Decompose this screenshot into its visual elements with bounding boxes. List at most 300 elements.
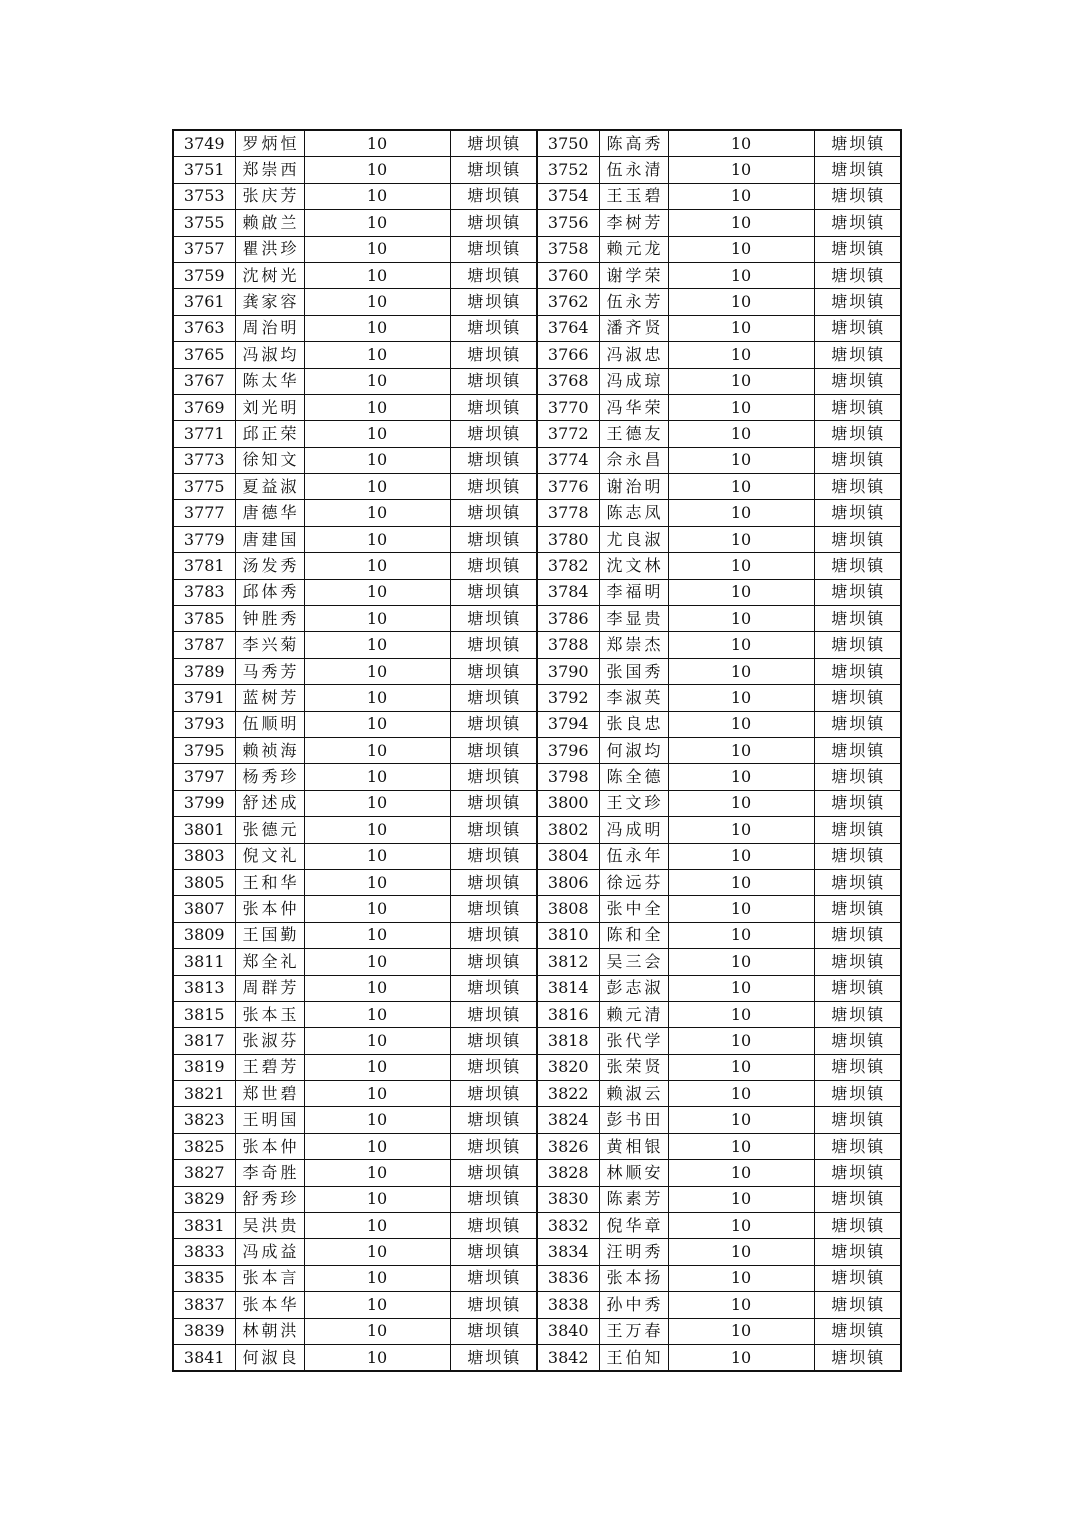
entry-number-cell: 3839 — [173, 1318, 235, 1344]
entry-number-cell: 3811 — [173, 949, 235, 975]
entry-number-cell: 3753 — [173, 183, 235, 209]
town-name-cell: 塘坝镇 — [450, 1213, 537, 1239]
person-name-cell: 王德友 — [599, 421, 668, 447]
roster-table — [172, 129, 902, 1372]
town-name-cell: 塘坝镇 — [814, 342, 901, 368]
amount-cell: 10 — [304, 1160, 450, 1186]
town-name-cell: 塘坝镇 — [814, 183, 901, 209]
entry-number-cell: 3781 — [173, 553, 235, 579]
entry-number-cell: 3783 — [173, 579, 235, 605]
entry-number-cell: 3798 — [537, 764, 599, 790]
amount-cell: 10 — [668, 869, 814, 895]
entry-number-cell: 3805 — [173, 869, 235, 895]
town-name-cell: 塘坝镇 — [450, 130, 537, 157]
amount-cell: 10 — [304, 869, 450, 895]
person-name-cell: 周群芳 — [235, 975, 304, 1001]
town-name-cell: 塘坝镇 — [814, 130, 901, 157]
entry-number-cell: 3780 — [537, 526, 599, 552]
town-name-cell: 塘坝镇 — [450, 1186, 537, 1212]
person-name-cell: 伍永年 — [599, 843, 668, 869]
amount-cell: 10 — [668, 421, 814, 447]
amount-cell: 10 — [304, 262, 450, 288]
table-row — [173, 1081, 901, 1107]
amount-cell: 10 — [304, 790, 450, 816]
person-name-cell: 王玉碧 — [599, 183, 668, 209]
person-name-cell: 尤良淑 — [599, 526, 668, 552]
table-row — [173, 157, 901, 183]
person-name-cell: 郑全礼 — [235, 949, 304, 975]
amount-cell: 10 — [668, 1107, 814, 1133]
person-name-cell: 张庆芳 — [235, 183, 304, 209]
amount-cell: 10 — [668, 685, 814, 711]
amount-cell: 10 — [668, 711, 814, 737]
entry-number-cell: 3809 — [173, 922, 235, 948]
person-name-cell: 舒述成 — [235, 790, 304, 816]
person-name-cell: 张本华 — [235, 1292, 304, 1318]
entry-number-cell: 3756 — [537, 210, 599, 236]
table-row — [173, 711, 901, 737]
entry-number-cell: 3814 — [537, 975, 599, 1001]
person-name-cell: 何淑良 — [235, 1344, 304, 1371]
table-row — [173, 896, 901, 922]
amount-cell: 10 — [668, 394, 814, 420]
town-name-cell: 塘坝镇 — [450, 526, 537, 552]
table-row — [173, 421, 901, 447]
person-name-cell: 吴洪贵 — [235, 1213, 304, 1239]
entry-number-cell: 3777 — [173, 500, 235, 526]
table-row — [173, 183, 901, 209]
person-name-cell: 伍顺明 — [235, 711, 304, 737]
person-name-cell: 王国勤 — [235, 922, 304, 948]
person-name-cell: 张本言 — [235, 1265, 304, 1291]
amount-cell: 10 — [304, 975, 450, 1001]
entry-number-cell: 3758 — [537, 236, 599, 262]
table-row — [173, 447, 901, 473]
amount-cell: 10 — [304, 579, 450, 605]
person-name-cell: 黄相银 — [599, 1133, 668, 1159]
amount-cell: 10 — [304, 1239, 450, 1265]
table-row — [173, 1107, 901, 1133]
entry-number-cell: 3819 — [173, 1054, 235, 1080]
town-name-cell: 塘坝镇 — [450, 1028, 537, 1054]
person-name-cell: 张德元 — [235, 817, 304, 843]
town-name-cell: 塘坝镇 — [450, 553, 537, 579]
town-name-cell: 塘坝镇 — [450, 1001, 537, 1027]
town-name-cell: 塘坝镇 — [814, 500, 901, 526]
person-name-cell: 林顺安 — [599, 1160, 668, 1186]
entry-number-cell: 3763 — [173, 315, 235, 341]
entry-number-cell: 3751 — [173, 157, 235, 183]
entry-number-cell: 3762 — [537, 289, 599, 315]
town-name-cell: 塘坝镇 — [814, 1001, 901, 1027]
table-row — [173, 500, 901, 526]
entry-number-cell: 3837 — [173, 1292, 235, 1318]
amount-cell: 10 — [668, 1054, 814, 1080]
person-name-cell: 邱正荣 — [235, 421, 304, 447]
entry-number-cell: 3807 — [173, 896, 235, 922]
amount-cell: 10 — [304, 658, 450, 684]
town-name-cell: 塘坝镇 — [814, 790, 901, 816]
table-row — [173, 632, 901, 658]
entry-number-cell: 3760 — [537, 262, 599, 288]
town-name-cell: 塘坝镇 — [450, 210, 537, 236]
town-name-cell: 塘坝镇 — [450, 447, 537, 473]
amount-cell: 10 — [304, 737, 450, 763]
person-name-cell: 陈全德 — [599, 764, 668, 790]
entry-number-cell: 3789 — [173, 658, 235, 684]
amount-cell: 10 — [304, 1292, 450, 1318]
table-row — [173, 210, 901, 236]
amount-cell: 10 — [304, 949, 450, 975]
person-name-cell: 唐建国 — [235, 526, 304, 552]
amount-cell: 10 — [668, 1213, 814, 1239]
amount-cell: 10 — [668, 447, 814, 473]
amount-cell: 10 — [668, 1160, 814, 1186]
amount-cell: 10 — [304, 210, 450, 236]
person-name-cell: 李树芳 — [599, 210, 668, 236]
amount-cell: 10 — [304, 1265, 450, 1291]
table-row — [173, 1344, 901, 1371]
amount-cell: 10 — [668, 289, 814, 315]
table-row — [173, 579, 901, 605]
amount-cell: 10 — [668, 210, 814, 236]
town-name-cell: 塘坝镇 — [450, 1160, 537, 1186]
amount-cell: 10 — [668, 1318, 814, 1344]
person-name-cell: 王明国 — [235, 1107, 304, 1133]
entry-number-cell: 3790 — [537, 658, 599, 684]
amount-cell: 10 — [304, 1344, 450, 1371]
town-name-cell: 塘坝镇 — [814, 526, 901, 552]
person-name-cell: 赖淑云 — [599, 1081, 668, 1107]
entry-number-cell: 3800 — [537, 790, 599, 816]
amount-cell: 10 — [668, 130, 814, 157]
entry-number-cell: 3815 — [173, 1001, 235, 1027]
person-name-cell: 夏益淑 — [235, 474, 304, 500]
town-name-cell: 塘坝镇 — [450, 790, 537, 816]
town-name-cell: 塘坝镇 — [814, 289, 901, 315]
entry-number-cell: 3749 — [173, 130, 235, 157]
entry-number-cell: 3793 — [173, 711, 235, 737]
person-name-cell: 冯淑均 — [235, 342, 304, 368]
town-name-cell: 塘坝镇 — [450, 949, 537, 975]
table-row — [173, 1265, 901, 1291]
town-name-cell: 塘坝镇 — [450, 1318, 537, 1344]
entry-number-cell: 3788 — [537, 632, 599, 658]
amount-cell: 10 — [304, 711, 450, 737]
person-name-cell: 张中全 — [599, 896, 668, 922]
amount-cell: 10 — [304, 1054, 450, 1080]
amount-cell: 10 — [304, 1107, 450, 1133]
person-name-cell: 彭书田 — [599, 1107, 668, 1133]
table-row — [173, 737, 901, 763]
entry-number-cell: 3806 — [537, 869, 599, 895]
amount-cell: 10 — [304, 474, 450, 500]
town-name-cell: 塘坝镇 — [450, 236, 537, 262]
amount-cell: 10 — [668, 474, 814, 500]
amount-cell: 10 — [304, 764, 450, 790]
person-name-cell: 杨秀珍 — [235, 764, 304, 790]
town-name-cell: 塘坝镇 — [814, 737, 901, 763]
entry-number-cell: 3769 — [173, 394, 235, 420]
person-name-cell: 孙中秀 — [599, 1292, 668, 1318]
entry-number-cell: 3832 — [537, 1213, 599, 1239]
amount-cell: 10 — [304, 368, 450, 394]
person-name-cell: 谢学荣 — [599, 262, 668, 288]
amount-cell: 10 — [668, 843, 814, 869]
town-name-cell: 塘坝镇 — [450, 1344, 537, 1371]
person-name-cell: 马秀芳 — [235, 658, 304, 684]
person-name-cell: 舒秀珍 — [235, 1186, 304, 1212]
person-name-cell: 陈高秀 — [599, 130, 668, 157]
amount-cell: 10 — [304, 606, 450, 632]
town-name-cell: 塘坝镇 — [814, 1318, 901, 1344]
town-name-cell: 塘坝镇 — [450, 1107, 537, 1133]
entry-number-cell: 3833 — [173, 1239, 235, 1265]
person-name-cell: 倪华章 — [599, 1213, 668, 1239]
amount-cell: 10 — [304, 817, 450, 843]
entry-number-cell: 3810 — [537, 922, 599, 948]
amount-cell: 10 — [668, 606, 814, 632]
town-name-cell: 塘坝镇 — [450, 843, 537, 869]
entry-number-cell: 3787 — [173, 632, 235, 658]
town-name-cell: 塘坝镇 — [450, 685, 537, 711]
entry-number-cell: 3776 — [537, 474, 599, 500]
person-name-cell: 刘光明 — [235, 394, 304, 420]
person-name-cell: 罗炳恒 — [235, 130, 304, 157]
entry-number-cell: 3822 — [537, 1081, 599, 1107]
entry-number-cell: 3770 — [537, 394, 599, 420]
town-name-cell: 塘坝镇 — [814, 975, 901, 1001]
entry-number-cell: 3841 — [173, 1344, 235, 1371]
person-name-cell: 周治明 — [235, 315, 304, 341]
amount-cell: 10 — [304, 183, 450, 209]
entry-number-cell: 3754 — [537, 183, 599, 209]
person-name-cell: 陈素芳 — [599, 1186, 668, 1212]
person-name-cell: 佘永昌 — [599, 447, 668, 473]
town-name-cell: 塘坝镇 — [814, 394, 901, 420]
town-name-cell: 塘坝镇 — [814, 262, 901, 288]
entry-number-cell: 3803 — [173, 843, 235, 869]
town-name-cell: 塘坝镇 — [450, 183, 537, 209]
amount-cell: 10 — [304, 1001, 450, 1027]
table-row — [173, 262, 901, 288]
person-name-cell: 张代学 — [599, 1028, 668, 1054]
entry-number-cell: 3835 — [173, 1265, 235, 1291]
entry-number-cell: 3767 — [173, 368, 235, 394]
entry-number-cell: 3757 — [173, 236, 235, 262]
entry-number-cell: 3765 — [173, 342, 235, 368]
town-name-cell: 塘坝镇 — [450, 817, 537, 843]
table-row — [173, 606, 901, 632]
table-row — [173, 1133, 901, 1159]
town-name-cell: 塘坝镇 — [450, 157, 537, 183]
amount-cell: 10 — [668, 500, 814, 526]
entry-number-cell: 3836 — [537, 1265, 599, 1291]
person-name-cell: 王和华 — [235, 869, 304, 895]
amount-cell: 10 — [304, 157, 450, 183]
entry-number-cell: 3821 — [173, 1081, 235, 1107]
town-name-cell: 塘坝镇 — [814, 157, 901, 183]
entry-number-cell: 3808 — [537, 896, 599, 922]
entry-number-cell: 3799 — [173, 790, 235, 816]
table-row — [173, 394, 901, 420]
town-name-cell: 塘坝镇 — [814, 315, 901, 341]
table-row — [173, 949, 901, 975]
town-name-cell: 塘坝镇 — [814, 1292, 901, 1318]
table-row — [173, 342, 901, 368]
town-name-cell: 塘坝镇 — [814, 1028, 901, 1054]
table-row — [173, 474, 901, 500]
entry-number-cell: 3802 — [537, 817, 599, 843]
entry-number-cell: 3759 — [173, 262, 235, 288]
town-name-cell: 塘坝镇 — [814, 1344, 901, 1371]
table-row — [173, 1239, 901, 1265]
amount-cell: 10 — [668, 817, 814, 843]
amount-cell: 10 — [304, 1081, 450, 1107]
amount-cell: 10 — [304, 130, 450, 157]
table-row — [173, 1001, 901, 1027]
amount-cell: 10 — [668, 790, 814, 816]
table-row — [173, 368, 901, 394]
town-name-cell: 塘坝镇 — [450, 1292, 537, 1318]
entry-number-cell: 3842 — [537, 1344, 599, 1371]
table-row — [173, 1213, 901, 1239]
town-name-cell: 塘坝镇 — [814, 1186, 901, 1212]
amount-cell: 10 — [304, 447, 450, 473]
person-name-cell: 汤发秀 — [235, 553, 304, 579]
amount-cell: 10 — [304, 236, 450, 262]
town-name-cell: 塘坝镇 — [814, 368, 901, 394]
entry-number-cell: 3840 — [537, 1318, 599, 1344]
table-row — [173, 315, 901, 341]
amount-cell: 10 — [668, 183, 814, 209]
person-name-cell: 沈文林 — [599, 553, 668, 579]
table-row — [173, 130, 901, 157]
entry-number-cell: 3752 — [537, 157, 599, 183]
town-name-cell: 塘坝镇 — [450, 737, 537, 763]
entry-number-cell: 3772 — [537, 421, 599, 447]
person-name-cell: 蓝树芳 — [235, 685, 304, 711]
amount-cell: 10 — [668, 553, 814, 579]
table-row — [173, 289, 901, 315]
entry-number-cell: 3817 — [173, 1028, 235, 1054]
table-row — [173, 1028, 901, 1054]
entry-number-cell: 3782 — [537, 553, 599, 579]
roster-table-container — [172, 129, 902, 1372]
entry-number-cell: 3771 — [173, 421, 235, 447]
person-name-cell: 陈太华 — [235, 368, 304, 394]
amount-cell: 10 — [668, 1344, 814, 1371]
person-name-cell: 沈树光 — [235, 262, 304, 288]
entry-number-cell: 3801 — [173, 817, 235, 843]
entry-number-cell: 3791 — [173, 685, 235, 711]
person-name-cell: 张淑芬 — [235, 1028, 304, 1054]
entry-number-cell: 3774 — [537, 447, 599, 473]
town-name-cell: 塘坝镇 — [814, 1054, 901, 1080]
amount-cell: 10 — [668, 236, 814, 262]
person-name-cell: 王碧芳 — [235, 1054, 304, 1080]
person-name-cell: 冯成琼 — [599, 368, 668, 394]
entry-number-cell: 3797 — [173, 764, 235, 790]
town-name-cell: 塘坝镇 — [450, 315, 537, 341]
town-name-cell: 塘坝镇 — [450, 1265, 537, 1291]
entry-number-cell: 3792 — [537, 685, 599, 711]
town-name-cell: 塘坝镇 — [450, 922, 537, 948]
amount-cell: 10 — [668, 579, 814, 605]
person-name-cell: 张荣贤 — [599, 1054, 668, 1080]
town-name-cell: 塘坝镇 — [450, 975, 537, 1001]
person-name-cell: 龚家容 — [235, 289, 304, 315]
person-name-cell: 汪明秀 — [599, 1239, 668, 1265]
amount-cell: 10 — [668, 342, 814, 368]
entry-number-cell: 3838 — [537, 1292, 599, 1318]
table-row — [173, 236, 901, 262]
town-name-cell: 塘坝镇 — [814, 421, 901, 447]
person-name-cell: 陈和全 — [599, 922, 668, 948]
town-name-cell: 塘坝镇 — [450, 394, 537, 420]
person-name-cell: 郑崇西 — [235, 157, 304, 183]
town-name-cell: 塘坝镇 — [814, 843, 901, 869]
person-name-cell: 伍永清 — [599, 157, 668, 183]
town-name-cell: 塘坝镇 — [814, 658, 901, 684]
person-name-cell: 张本仲 — [235, 1133, 304, 1159]
amount-cell: 10 — [668, 764, 814, 790]
person-name-cell: 徐知文 — [235, 447, 304, 473]
person-name-cell: 伍永芳 — [599, 289, 668, 315]
person-name-cell: 唐德华 — [235, 500, 304, 526]
entry-number-cell: 3766 — [537, 342, 599, 368]
entry-number-cell: 3785 — [173, 606, 235, 632]
person-name-cell: 李兴菊 — [235, 632, 304, 658]
entry-number-cell: 3818 — [537, 1028, 599, 1054]
table-row — [173, 1160, 901, 1186]
town-name-cell: 塘坝镇 — [450, 869, 537, 895]
table-row — [173, 975, 901, 1001]
town-name-cell: 塘坝镇 — [450, 342, 537, 368]
person-name-cell: 赖元清 — [599, 1001, 668, 1027]
entry-number-cell: 3828 — [537, 1160, 599, 1186]
entry-number-cell: 3795 — [173, 737, 235, 763]
amount-cell: 10 — [668, 896, 814, 922]
amount-cell: 10 — [668, 632, 814, 658]
entry-number-cell: 3786 — [537, 606, 599, 632]
amount-cell: 10 — [668, 737, 814, 763]
town-name-cell: 塘坝镇 — [450, 606, 537, 632]
town-name-cell: 塘坝镇 — [814, 632, 901, 658]
town-name-cell: 塘坝镇 — [814, 553, 901, 579]
town-name-cell: 塘坝镇 — [450, 368, 537, 394]
person-name-cell: 赖元龙 — [599, 236, 668, 262]
amount-cell: 10 — [304, 922, 450, 948]
amount-cell: 10 — [304, 553, 450, 579]
entry-number-cell: 3824 — [537, 1107, 599, 1133]
amount-cell: 10 — [304, 1318, 450, 1344]
town-name-cell: 塘坝镇 — [450, 632, 537, 658]
town-name-cell: 塘坝镇 — [814, 1081, 901, 1107]
entry-number-cell: 3829 — [173, 1186, 235, 1212]
amount-cell: 10 — [304, 632, 450, 658]
town-name-cell: 塘坝镇 — [450, 500, 537, 526]
table-row — [173, 790, 901, 816]
table-row — [173, 1186, 901, 1212]
person-name-cell: 郑崇杰 — [599, 632, 668, 658]
person-name-cell: 李淑英 — [599, 685, 668, 711]
amount-cell: 10 — [668, 1265, 814, 1291]
person-name-cell: 张良忠 — [599, 711, 668, 737]
town-name-cell: 塘坝镇 — [450, 474, 537, 500]
amount-cell: 10 — [304, 342, 450, 368]
amount-cell: 10 — [668, 262, 814, 288]
